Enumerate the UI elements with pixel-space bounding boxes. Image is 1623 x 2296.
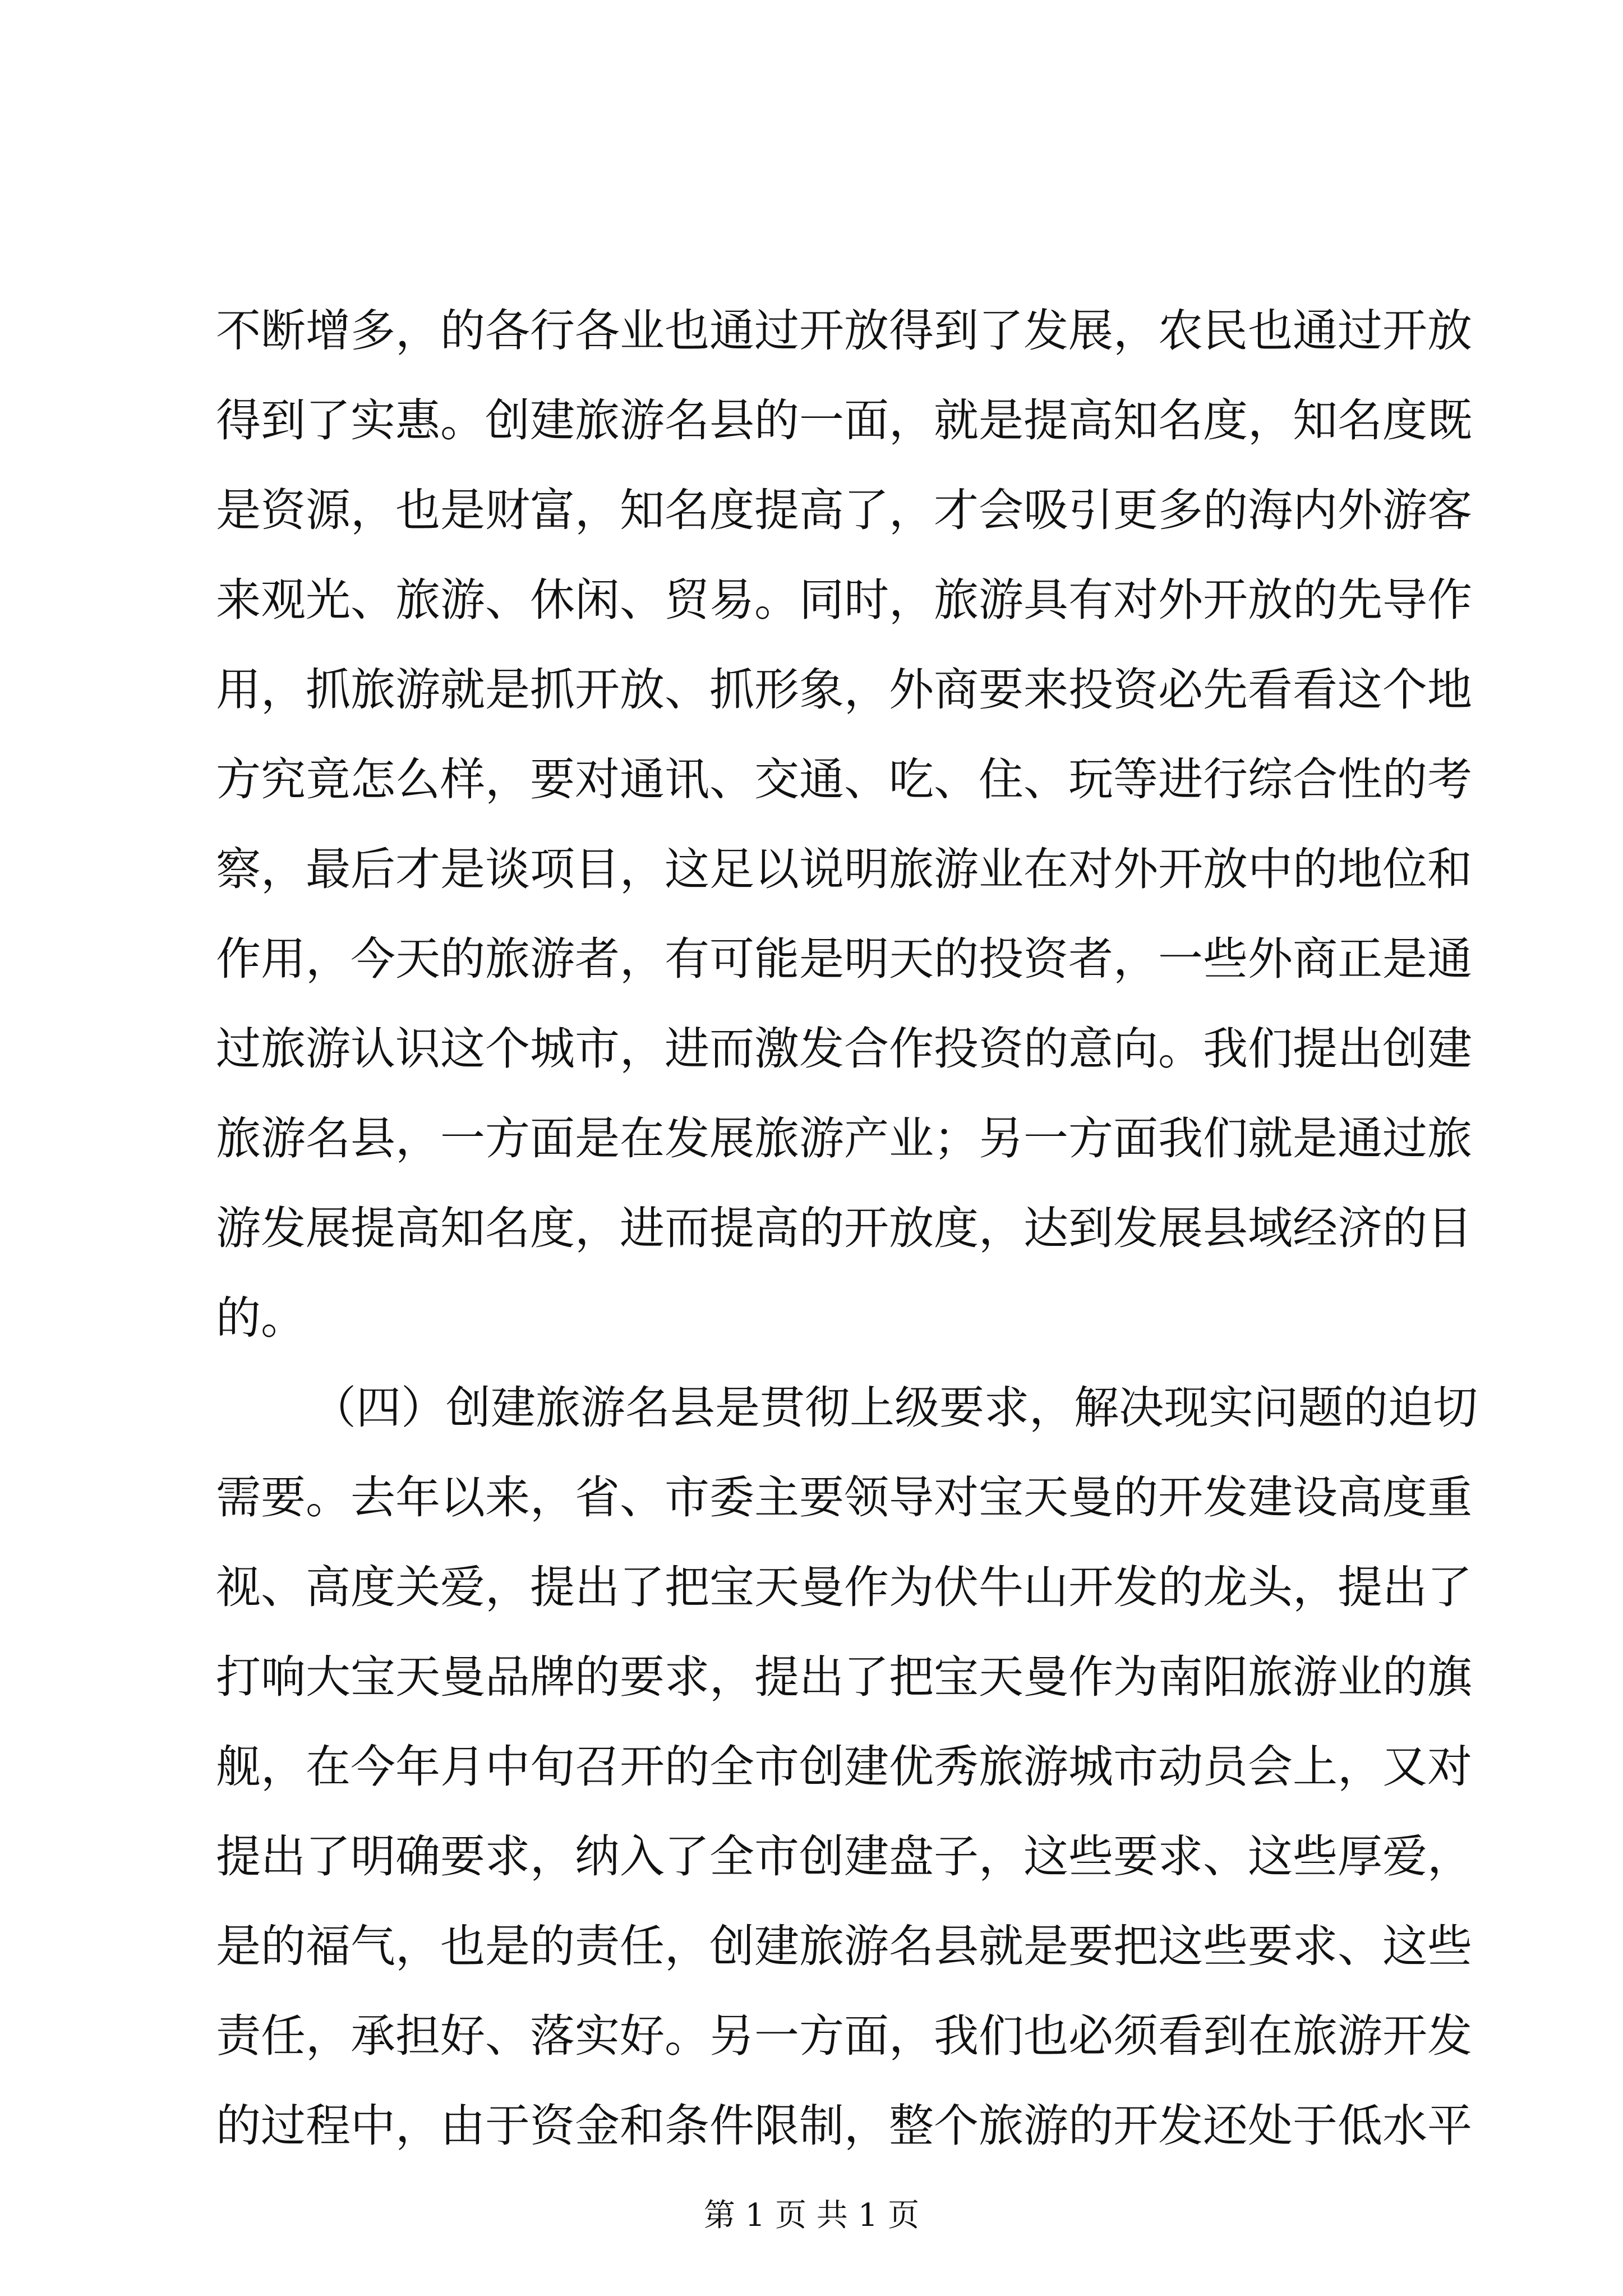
text-line: 过旅游认识这个城市，进而激发合作投资的意向。我们提出创建 [216, 1023, 1472, 1075]
text-line: 得到了实惠。创建旅游名县的一面，就是提高知名度，知名度既 [216, 394, 1472, 447]
text-line: 是的福气，也是的责任，创建旅游名县就是要把这些要求、这些 [216, 1920, 1472, 1972]
text-line: 来观光、旅游、休闲、贸易。同时，旅游具有对外开放的先导作 [216, 574, 1472, 626]
text-line: 用，抓旅游就是抓开放、抓形象，外商要来投资必先看看这个地 [216, 664, 1472, 716]
text-line: 舰，在今年月中旬召开的全市创建优秀旅游城市动员会上，又对 [216, 1741, 1472, 1793]
text-line: 不断增多，的各行各业也通过开放得到了发展，农民也通过开放 [216, 305, 1472, 357]
text-line: 视、高度关爱，提出了把宝天曼作为伏牛山开发的龙头，提出了 [216, 1561, 1472, 1613]
text-line: （四）创建旅游名县是贯彻上级要求，解决现实问题的迫切 [311, 1382, 1478, 1434]
text-line: 需要。去年以来，省、市委主要领导对宝天曼的开发建设高度重 [216, 1471, 1472, 1524]
text-line: 责任，承担好、落实好。另一方面，我们也必须看到在旅游开发 [216, 2010, 1472, 2062]
text-line: 是资源，也是财富，知名度提高了，才会吸引更多的海内外游客 [216, 484, 1472, 536]
text-line: 方究竟怎么样，要对通讯、交通、吃、住、玩等进行综合性的考 [216, 753, 1472, 806]
text-line: 作用，今天的旅游者，有可能是明天的投资者，一些外商正是通 [216, 933, 1472, 985]
text-line: 打响大宝天曼品牌的要求，提出了把宝天曼作为南阳旅游业的旗 [216, 1651, 1472, 1703]
text-line: 游发展提高知名度，进而提高的开放度，达到发展县域经济的目 [216, 1202, 1472, 1254]
text-line: 的过程中，由于资金和条件限制，整个旅游的开发还处于低水平 [216, 2100, 1472, 2152]
text-line: 的。 [216, 1292, 306, 1344]
text-line: 提出了明确要求，纳入了全市创建盘子，这些要求、这些厚爱， [216, 1830, 1472, 1883]
text-line: 察，最后才是谈项目，这足以说明旅游业在对外开放中的地位和 [216, 843, 1472, 895]
page-footer: 第 1 页 共 1 页 [703, 2197, 920, 2234]
text-line: 旅游名县，一方面是在发展旅游产业；另一方面我们就是通过旅 [216, 1112, 1472, 1165]
